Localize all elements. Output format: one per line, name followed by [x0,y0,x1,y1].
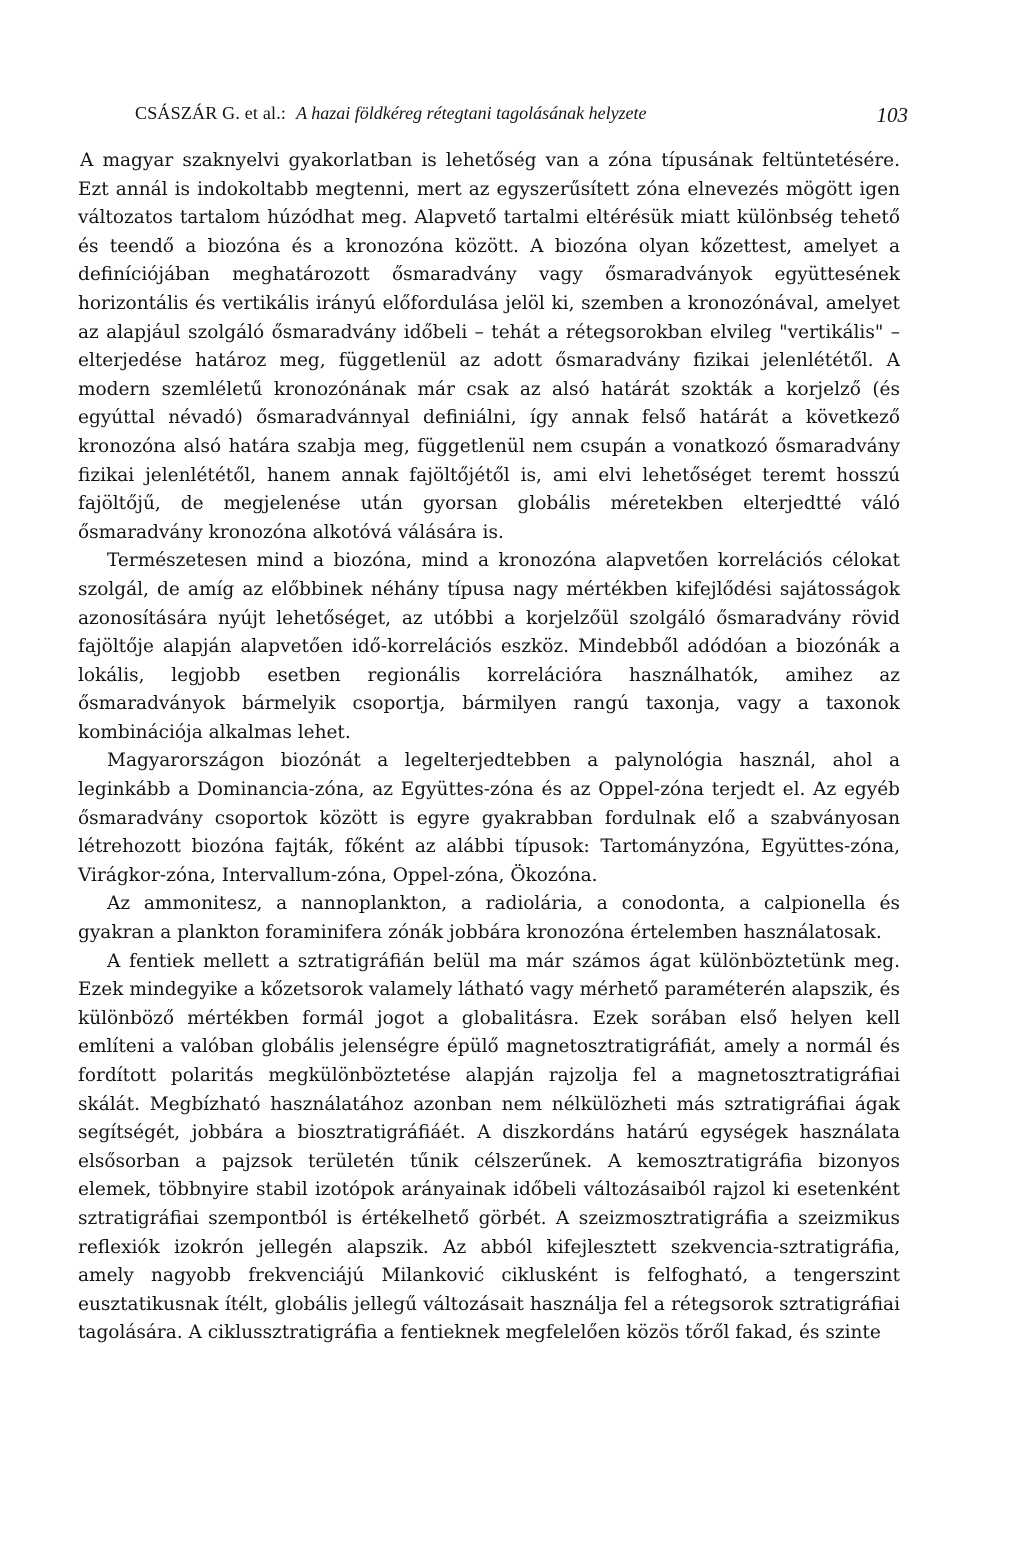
page-number: 103 [876,103,908,127]
header-authors: CSÁSZÁR G. et al.: [135,103,287,123]
header-title: A hazai földkéreg rétegtani tagolásának helyzete [296,103,647,123]
running-header [135,98,908,128]
paragraph-1: A magyar szaknyelvi gyakorlatban is lehetőség van a zóna típusának feltüntetésére. Ezt annál is indokoltabb megtenni, mert az egyszerűsített zóna elnevezés mögött igen változatos tartalom húzódhat meg. Alapvető tartalmi eltérésük miatt különbség tehető és teendő a biozóna és a kronozóna között. A biozóna olyan kőzettest, amelyet a definíciójában meghatározott ősmaradvány vagy ősmaradványok együttesének horizontális és vertikális irányú előfordulása jelöl ki, szemben a kronozónával, amelyet az alapjául szolgáló ősmaradvány időbeli – tehát a rétegsorokban elvileg "vertikális" – elterjedése határoz meg, függetlenül az adott ősmaradvány fizikai jelenlététől. A modern szemléletű kronozónának már csak az alsó határát szokták a korjelző (és egyúttal névadó) ősmaradvánnyal definiálni, így annak felső határát a következő kronozóna alsó határa szabja meg, függetlenül nem csupán a vonatkozó ősmaradvány fizikai jelenlététől, hanem annak fajöltőjétől is, ami elvi lehetőséget teremt hosszú fajöltőjű, de megjelenése után gyorsan globális méretekben elterjedtté váló ősmaradvány kronozóna alkotóvá válására is. [78,150,900,543]
document-page [78,98,908,1348]
paragraph-4: Az ammonitesz, a nannoplankton, a radiolária, a conodonta, a calpionella és gyakran a plankton foraminifera zónák jobbára kronozóna értelemben használatosak. [78,893,900,944]
body-text [78,147,900,1348]
paragraph-5: A fentiek mellett a sztratigráfián belül ma már számos ágat különböztetünk meg. Ezek mindegyike a kőzetsorok valamely látható vagy mérhető paraméterén alapszik, és különböző mértékben formál jogot a globalitásra. Ezek sorában első helyen kell említeni a valóban globális jelenségre épülő magnetosztratigráfiát, amely a normál és fordított polaritás megkülönböztetése alapján rajzolja fel a magnetosztratigráfiai skálát. Megbízható használatához azonban nem nélkülözheti más sztratigráfiai ágak segítségét, jobbára a biosztratigráfiáét. A diszkordáns határú egységek használata elsősorban a pajzsok területén tűnik célszerűnek. A kemosztratigráfia bizonyos elemek, többnyire stabil izotópok arányainak időbeli változásaiból rajzol ki esetenként sztratigráfiai szempontból is értékelhető görbét. A szeizmosztratigráfia a szeizmikus reflexiók izokrón jellegén alapszik. Az abból kifejlesztett szekvencia-sztratigráfia, amely nagyobb frekvenciájú Milanković ciklusként is felfogható, a tengerszint eusztatikusnak ítélt, globális jellegű változásait használja fel a rétegsorok sztratigráfiai tagolására. A ciklussztratigráfia a fentieknek megfelelően közös tőről fakad, és szinte [78,950,900,1344]
paragraph-2: Természetesen mind a biozóna, mind a kronozóna alapvetően korrelációs célokat szolgál, de amíg az előbbinek néhány típusa nagy mértékben kifejlődési sajátosságok azonosítására nyújt lehetőséget, az utóbbi a korjelzőül szolgáló ősmaradvány rövid fajöltője alapján alapvetően idő-korrelációs eszköz. Mindebből adódóan a biozónák a lokális, legjobb esetben regionális korrelációra használhatók, amihez az ősmaradványok bármelyik csoportja, bármilyen rangú taxonja, vagy a taxonok kombinációja alkalmas lehet. [78,550,900,743]
paragraph-3: Magyarországon biozónát a legelterjedtebben a palynológia használ, ahol a leginkább a Dominancia-zóna, az Együttes-zóna és az Oppel-zóna terjedt el. Az egyéb ősmaradvány csoportok között is egyre gyakrabban fordulnak elő a szabványosan létrehozott biozóna fajták, főként az alábbi típusok: Tartományzóna, Együttes-zóna, Virágkor-zóna, Intervallum-zóna, Oppel-zóna, Ökozóna. [78,750,900,886]
